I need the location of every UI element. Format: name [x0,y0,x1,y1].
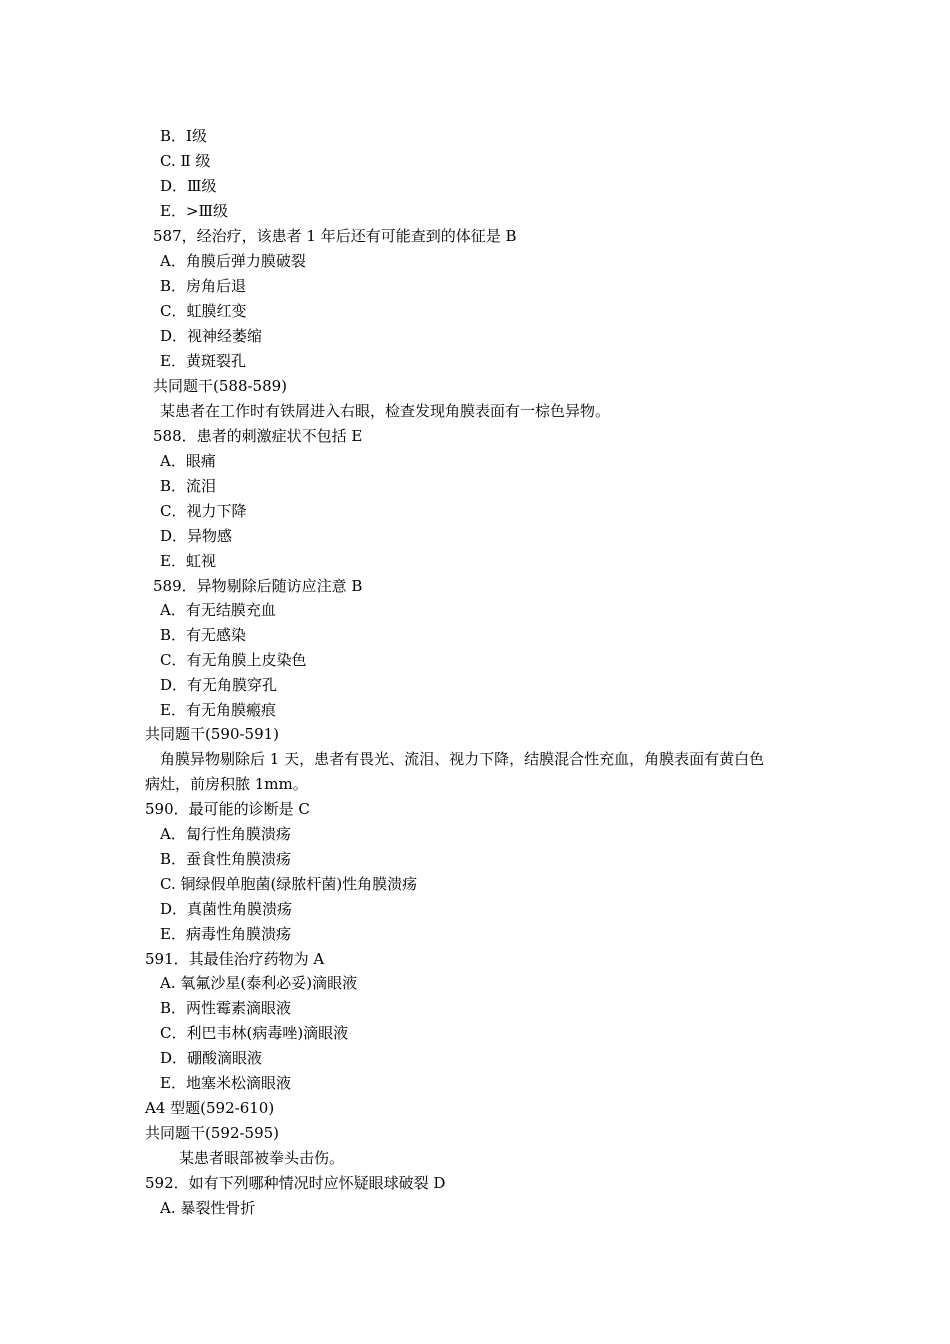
q590-option-d: D．真菌性角膜溃疡 [160,900,293,918]
q591-option-e: E．地塞米松滴眼液 [160,1074,291,1092]
q589-option-a: A．有无结膜充血 [160,601,276,619]
q588-option-d: D．异物感 [160,527,233,545]
shared-stem-590-591: 共同题干(590-591) [145,725,280,743]
q590-option-e: E．病毒性角膜溃疡 [160,925,291,943]
q587-option-e: E．黄斑裂孔 [160,352,246,370]
shared-stem-588-589: 共同题干(588-589) [153,377,288,395]
question-589: 589．异物剔除后随访应注意 B [153,577,363,595]
shared-stem-592-595: 共同题干(592-595) [145,1124,280,1142]
q589-option-e: E．有无角膜瘢痕 [160,701,276,719]
stem-text-592-595: 某患者眼部被拳头击伤。 [179,1149,345,1167]
q587-option-b: B．房角后退 [160,277,247,295]
q589-option-b: B．有无感染 [160,626,247,644]
q588-option-a: A．眼痛 [160,452,216,470]
question-590: 590．最可能的诊断是 C [145,800,310,818]
q591-option-c: C．利巴韦林(病毒唑)滴眼液 [160,1024,349,1042]
q591-option-b: B．两性霉素滴眼液 [160,999,292,1017]
stem-text-590-591-line1: 角膜异物剔除后 1 天，患者有畏光、流泪、视力下降，结膜混合性充血，角膜表面有黄白色 [160,750,765,768]
question-587: 587，经治疗，该患者 1 年后还有可能查到的体征是 B [153,227,517,245]
q588-option-b: B．流泪 [160,477,217,495]
q590-option-c: C. 铜绿假单胞菌(绿脓杆菌)性角膜溃疡 [160,875,418,893]
question-591: 591．其最佳治疗药物为 A [145,950,325,968]
option-e-grade-gt3: E．>Ⅲ级 [160,202,228,220]
q591-option-a: A. 氧氟沙星(泰利必妥)滴眼液 [160,974,358,992]
q589-option-c: C．有无角膜上皮染色 [160,651,307,669]
q587-option-c: C．虹膜红变 [160,302,247,320]
option-d-grade-3: D．Ⅲ级 [160,177,217,195]
q592-option-a: A. 暴裂性骨折 [160,1199,256,1217]
option-c-grade-2: C. Ⅱ 级 [160,152,211,170]
q588-option-e: E．虹视 [160,552,216,570]
q587-option-d: D．视神经萎缩 [160,327,263,345]
stem-text-590-591-line2: 病灶，前房积脓 1mm。 [145,775,308,793]
question-588: 588．患者的刺激症状不包括 E [153,427,363,445]
stem-text-588-589: 某患者在工作时有铁屑进入右眼，检查发现角膜表面有一棕色异物。 [160,402,611,420]
q587-option-a: A．角膜后弹力膜破裂 [160,252,306,270]
q588-option-c: C．视力下降 [160,502,247,520]
q590-option-a: A．匐行性角膜溃疡 [160,825,291,843]
q591-option-d: D．硼酸滴眼液 [160,1049,263,1067]
section-heading-a4: A4 型题(592-610) [145,1099,275,1117]
option-b-grade-1: B．Ⅰ级 [160,127,207,145]
question-592: 592．如有下列哪种情况时应怀疑眼球破裂 D [145,1174,446,1192]
q589-option-d: D．有无角膜穿孔 [160,676,278,694]
q590-option-b: B．蚕食性角膜溃疡 [160,850,292,868]
